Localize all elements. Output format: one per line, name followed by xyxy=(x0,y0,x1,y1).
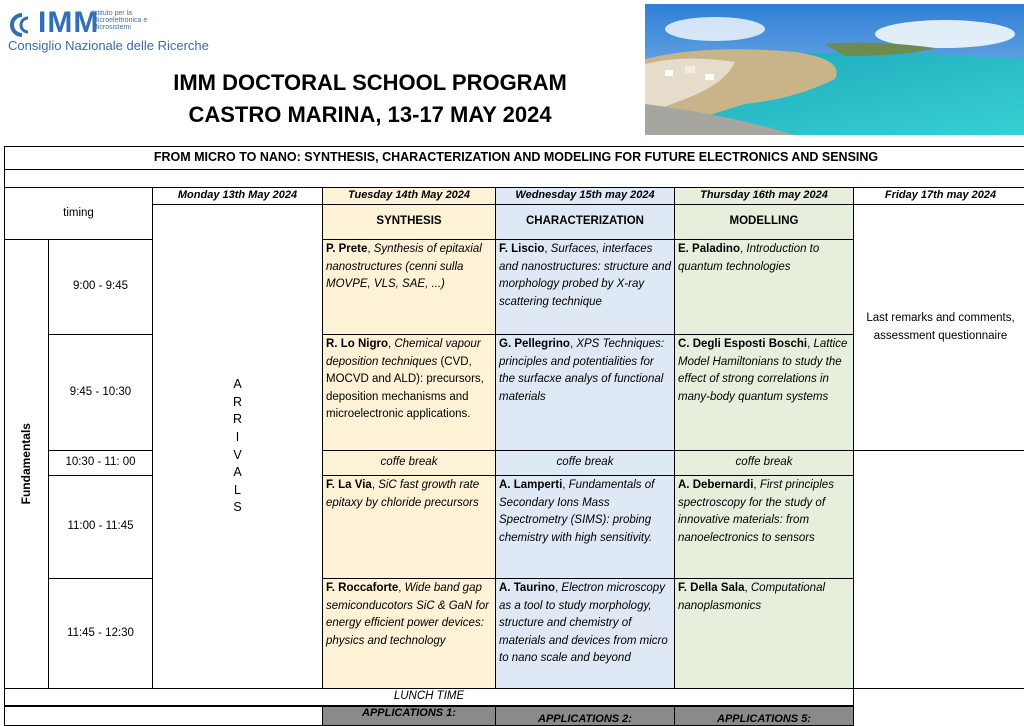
session-wed-1: F. Liscio, Surfaces, interfaces and nanostructures: structure and morphology probed by X-ray scattering technique xyxy=(495,239,675,335)
day-header-tuesday: Tuesday 14th May 2024 xyxy=(322,187,496,205)
theme-characterization: CHARACTERIZATION xyxy=(495,204,675,240)
lunch-row: LUNCH TIME xyxy=(4,688,854,706)
arrivals-letter: A xyxy=(233,465,242,480)
session-tue-3: F. La Via, SiC fast growth rate epitaxy by chloride precursors xyxy=(322,475,496,579)
page-title: IMM DOCTORAL SCHOOL PROGRAM xyxy=(173,70,567,95)
page-subtitle: CASTRO MARINA, 13-17 MAY 2024 xyxy=(188,102,552,127)
section-fundamentals xyxy=(4,239,49,689)
session-thu-3: A. Debernardi, First principles spectroscopy for the study of innovative materials: from nanoelectronics to sensors xyxy=(674,475,854,579)
arrivals-letter: S xyxy=(233,500,242,515)
logo-organization: Consiglio Nazionale delle Ricerche xyxy=(8,38,209,53)
program-table xyxy=(4,146,1024,726)
time-slot-break: 10:30 - 11: 00 xyxy=(48,450,153,476)
arrivals-letter: I xyxy=(235,429,240,444)
session-thu-4: F. Della Sala, Computational nanoplasmonics xyxy=(674,578,854,689)
cnr-logo-icon xyxy=(6,12,38,38)
day-header-thursday: Thursday 16th may 2024 xyxy=(674,187,854,205)
coffee-break-wed: coffe break xyxy=(495,450,675,476)
theme-modelling: MODELLING xyxy=(674,204,854,240)
applications-blank xyxy=(4,706,323,726)
session-tue-1: P. Prete, Synthesis of epitaxial nanostructures (cenni sulla MOVPE, VLS, SAE, ...) xyxy=(322,239,496,335)
applications-thu: APPLICATIONS 5: xyxy=(674,706,854,726)
section-label: Fundamentals xyxy=(18,423,33,505)
coffee-break-thu: coffe break xyxy=(674,450,854,476)
castro-marina-photo xyxy=(645,4,1024,135)
arrivals-letter: A xyxy=(233,377,242,392)
day-header-wednesday: Wednesday 15th may 2024 xyxy=(495,187,675,205)
arrivals-letter: R xyxy=(232,412,243,427)
session-wed-4: A. Taurino, Electron microscopy as a tool to study morphology, structure and chemistry of materials and devices from micro to nano scale and beyond xyxy=(495,578,675,689)
session-wed-2: G. Pellegrino, XPS Techniques: principles and potentialities for the surfacxe analys of functional materials xyxy=(495,334,675,451)
coffee-break-tue: coffe break xyxy=(322,450,496,476)
applications-tue: APPLICATIONS 1: xyxy=(322,706,496,726)
day-header-monday: Monday 13th May 2024 xyxy=(152,187,323,205)
session-tue-4: F. Roccaforte, Wide band gap semiconducotors SiC & GaN for energy efficient power devices: physics and technology xyxy=(322,578,496,689)
timing-header: timing xyxy=(4,187,153,240)
time-slot-4: 11:45 - 12:30 xyxy=(48,578,153,689)
session-thu-2: C. Degli Esposti Boschi, Lattice Model Hamiltonians to study the effect of strong correlations in many-body quantum systems xyxy=(674,334,854,451)
spacer-row xyxy=(4,169,1024,188)
session-thu-1: E. Paladino, Introduction to quantum technologies xyxy=(674,239,854,335)
time-slot-3: 11:00 - 11:45 xyxy=(48,475,153,579)
theme-synthesis: SYNTHESIS xyxy=(322,204,496,240)
arrivals-letter: R xyxy=(232,394,243,409)
session-tue-2: R. Lo Nigro, Chemical vapour deposition techniques (CVD, MOCVD and ALD): precursors, deposition mechanisms and microelectronic applications. xyxy=(322,334,496,451)
applications-wed: APPLICATIONS 2: xyxy=(495,706,675,726)
program-banner: FROM MICRO TO NANO: SYNTHESIS, CHARACTERIZATION AND MODELING FOR FUTURE ELECTRONICS AND SENSING xyxy=(4,146,1024,170)
time-slot-2: 9:45 - 10:30 xyxy=(48,334,153,451)
arrivals-letter: V xyxy=(233,447,242,462)
day-header-friday: Friday 17th may 2024 xyxy=(853,187,1024,205)
logo-imm-text: IMM xyxy=(38,6,100,39)
arrivals-letter: L xyxy=(234,482,241,497)
friday-empty xyxy=(853,450,1024,689)
time-slot-1: 9:00 - 9:45 xyxy=(48,239,153,335)
logo-subtitle: Istituto per la Microelettronica e Microsistemi xyxy=(92,10,148,31)
session-wed-3: A. Lamperti, Fundamentals of Secondary Ions Mass Spectrometry (SIMS): probing chemistry with high sensitivity. xyxy=(495,475,675,579)
monday-arrivals xyxy=(152,204,323,689)
friday-remarks: Last remarks and comments, assessment questionnaire xyxy=(853,204,1024,451)
